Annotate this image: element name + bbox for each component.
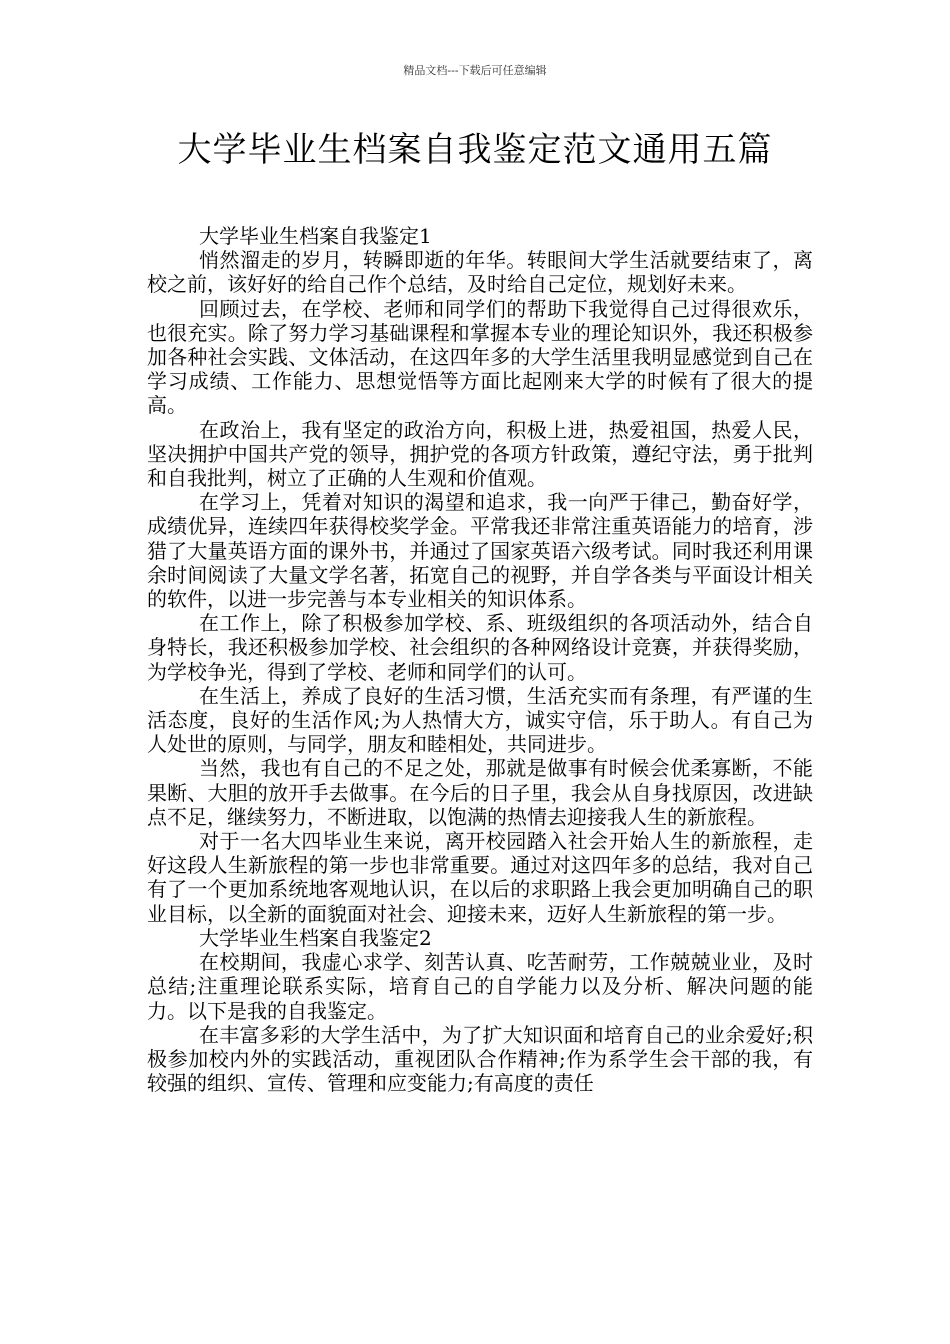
header-note: 精品文档---下载后可任意编辑 bbox=[403, 64, 547, 77]
paragraph: 悄然溜走的岁月，转瞬即逝的年华。转眼间大学生活就要结束了，离校之前，该好好的给自己作个总结，及时给自己定位，规划好未来。 bbox=[147, 248, 813, 297]
paragraph: 在工作上，除了积极参加学校、系、班级组织的各项活动外，结合自身特长，我还积极参加学校、社会组织的各种网络设计竞赛，并获得奖励，为学校争光，得到了学校、老师和同学们的认可。 bbox=[147, 611, 813, 684]
section-1 bbox=[147, 224, 813, 926]
paragraph: 在政治上，我有坚定的政治方向，积极上进，热爱祖国，热爱人民，坚决拥护中国共产党的领导，拥护党的各项方针政策，遵纪守法，勇于批判和自我批判，树立了正确的人生观和价值观。 bbox=[147, 417, 813, 491]
document-title: 大学毕业生档案自我鉴定范文通用五篇 bbox=[177, 130, 773, 170]
paragraph: 对于一名大四毕业生来说，离开校园踏入社会开始人生的新旅程，走好这段人生新旅程的第一步也非常重要。通过对这四年多的总结，我对自己有了一个更加系统地客观地认识，在以后的求职路上我会更加明确自己的职业目标，以全新的面貌面对社会、迎接未来，迈好人生新旅程的第一步。 bbox=[147, 829, 813, 926]
paragraph: 当然，我也有自己的不足之处，那就是做事有时候会优柔寡断，不能果断、大胆的放开手去做事。在今后的日子里，我会从自身找原因，改进缺点不足，继续努力，不断进取，以饱满的热情去迎接我人生的新旅程。 bbox=[147, 756, 813, 829]
paragraph: 回顾过去，在学校、老师和同学们的帮助下我觉得自己过得很欢乐，也很充实。除了努力学习基础课程和掌握本专业的理论知识外，我还积极参加各种社会实践、文体活动，在这四年多的大学生活里我明显感觉到自己在学习成绩、工作能力、思想觉悟等方面比起刚来大学的时候有了很大的提高。 bbox=[147, 296, 813, 418]
paragraph: 在校期间，我虚心求学、刻苦认真、吃苦耐劳，工作兢兢业业，及时总结;注重理论联系实际，培育自己的自学能力以及分析、解决问题的能力。以下是我的自我鉴定。 bbox=[147, 950, 813, 1023]
paragraph: 在学习上，凭着对知识的渴望和追求，我一向严于律己，勤奋好学，成绩优异，连续四年获得校奖学金。平常我还非常注重英语能力的培育，涉猎了大量英语方面的课外书，并通过了国家英语六级考试。同时我还利用课余时间阅读了大量文学名著，拓宽自己的视野，并自学各类与平面设计相关的软件，以进一步完善与本专业相关的知识体系。 bbox=[147, 490, 813, 612]
document-body bbox=[147, 224, 813, 1095]
paragraph: 在丰富多彩的大学生活中，为了扩大知识面和培育自己的业余爱好;积极参加校内外的实践活动，重视团队合作精神;作为系学生会干部的我，有较强的组织、宣传、管理和应变能力;有高度的责任 bbox=[147, 1022, 813, 1096]
section-2 bbox=[147, 926, 813, 1095]
section-heading: 大学毕业生档案自我鉴定2 bbox=[199, 925, 432, 950]
section-heading: 大学毕业生档案自我鉴定1 bbox=[199, 224, 432, 248]
paragraph: 在生活上，养成了良好的生活习惯，生活充实而有条理，有严谨的生活态度，良好的生活作风;为人热情大方，诚实守信，乐于助人。有自己为人处世的原则，与同学，朋友和睦相处，共同进步。 bbox=[147, 683, 813, 757]
